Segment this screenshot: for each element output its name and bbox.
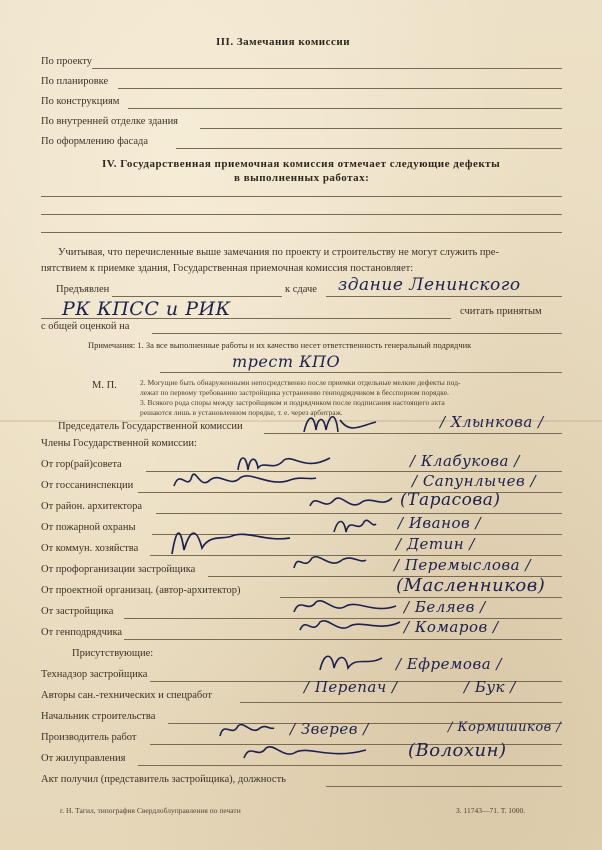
present-role-label: Производитель работ	[41, 732, 137, 743]
chairman-signature	[300, 408, 380, 440]
chairman-name: / Хлынкова /	[440, 413, 544, 431]
present-line	[240, 702, 562, 703]
member-name: / Перемыслова /	[394, 556, 531, 574]
member-name: / Комаров /	[404, 618, 499, 636]
rating-label: с общей оценкой на	[41, 321, 130, 332]
present-role-label: Авторы сан.-технических и спецработ	[41, 690, 212, 701]
member-name: / Клабукова /	[410, 452, 520, 470]
note2-line1: 2. Могущие быть обнаруженными непосредственно после приемки отдельные мелкие дефекты под-	[140, 378, 461, 387]
member-label: От генподрядчика	[41, 627, 123, 638]
note2-line2: лежат по первому требованию застройщика устранению генподрядчиком в бесспорном порядке.	[140, 388, 449, 397]
present-name: (Волохин)	[408, 740, 507, 761]
stamp-place: М. П.	[92, 380, 117, 391]
present-role-label: Акт получил (представитель застройщика), должность	[41, 774, 286, 785]
chairman-label: Председатель Государственной комиссии	[58, 421, 243, 432]
member-name: / Иванов /	[398, 514, 482, 532]
member-name: (Масленников)	[396, 575, 546, 596]
object-line	[326, 296, 562, 297]
row-facade-line	[176, 148, 562, 149]
row-planning-label: По планировке	[41, 76, 109, 87]
print-order: З. 11743—71. Т. 1000.	[456, 806, 526, 815]
note3-line1: 3. Всякого рода споры между застройщиком и подрядчиком после подписания настоящего акта	[140, 398, 445, 407]
consider-label: считать принятым	[460, 306, 542, 317]
member-label: От гор(рай)совета	[41, 459, 122, 470]
member-signature	[296, 612, 406, 640]
row-interior-label: По внутренней отделке здания	[41, 116, 179, 127]
note1: Примечания: 1. За все выполненные работы и их качество несет ответственность генеральный подрядчик	[88, 340, 472, 350]
present-name-2: / Бук /	[464, 678, 516, 696]
statement-line1: Учитывая, что перечисленные выше замечания по проекту и строительству не могут служить пре-	[58, 247, 499, 258]
member-name: / Сапунлычев /	[412, 472, 537, 490]
present-line	[326, 786, 562, 787]
contractor-line	[160, 372, 562, 373]
present-signature	[240, 738, 370, 766]
present-name: / Перепач /	[304, 678, 398, 696]
defects-line-3	[41, 232, 562, 233]
printer-imprint: г. Н. Тагил, типография Свердлоблуправления по печати	[60, 806, 241, 815]
presented-label: Предъявлен	[56, 284, 110, 295]
member-signature	[290, 548, 370, 576]
rating-line	[152, 333, 562, 334]
row-project-label: По проекту	[41, 56, 93, 67]
present-signature	[316, 646, 386, 676]
member-label: От коммун. хозяйства	[41, 543, 139, 554]
members-label: Члены Государственной комиссии:	[41, 438, 197, 449]
member-name: / Беляев /	[404, 598, 486, 616]
handwritten-presenter: РК КПСС и РИК	[62, 298, 231, 320]
present-name: / Зверев /	[290, 720, 369, 738]
member-signature	[166, 520, 296, 560]
section4-title-line2: в выполненных работах:	[234, 172, 370, 184]
present-label: Присутствующие:	[72, 648, 154, 659]
presented-line	[112, 296, 282, 297]
row-interior-line	[200, 128, 562, 129]
member-label: От пожарной охраны	[41, 522, 136, 533]
member-name: (Тарасова)	[400, 490, 501, 510]
member-label: От профорганизации застройщика	[41, 564, 196, 575]
member-signature	[170, 466, 320, 496]
defects-line-2	[41, 214, 562, 215]
statement-line2: пятствием к приемке здания, Государственная приемочная комиссия постановляет:	[41, 263, 414, 274]
handwritten-contractor: трест КПО	[232, 352, 341, 371]
handwritten-object: здание Ленинского	[338, 275, 521, 295]
present-role-label: Начальник строительства	[41, 711, 156, 722]
present-name-2: / Кормишиков /	[448, 720, 562, 735]
member-name: / Детин /	[396, 535, 475, 553]
member-label: От застройщика	[41, 606, 114, 617]
defects-line-1	[41, 196, 562, 197]
present-name: / Ефремова /	[396, 655, 502, 673]
section4-title-line1: IV. Государственная приемочная комиссия отмечает следующие дефекты	[102, 158, 501, 170]
row-planning-line	[118, 88, 562, 89]
to-hand-label: к сдаче	[285, 284, 317, 295]
member-label: От район. архитектора	[41, 501, 143, 512]
section3-title: III. Замечания комиссии	[216, 36, 351, 48]
row-facade-label: По оформлению фасада	[41, 136, 149, 147]
row-project-line	[92, 68, 562, 69]
member-signature	[330, 512, 380, 538]
member-label: От госсанинспекции	[41, 480, 134, 491]
row-construction-label: По конструкциям	[41, 96, 120, 107]
present-role-label: Технадзор застройщика	[41, 669, 148, 680]
present-role-label: От жилуправления	[41, 753, 126, 764]
row-construction-line	[128, 108, 562, 109]
member-label: От проектной организац. (автор-архитектор)	[41, 585, 241, 596]
note3-line2: решаются лишь в установленном порядке, т. е. через арбитраж.	[140, 408, 343, 417]
